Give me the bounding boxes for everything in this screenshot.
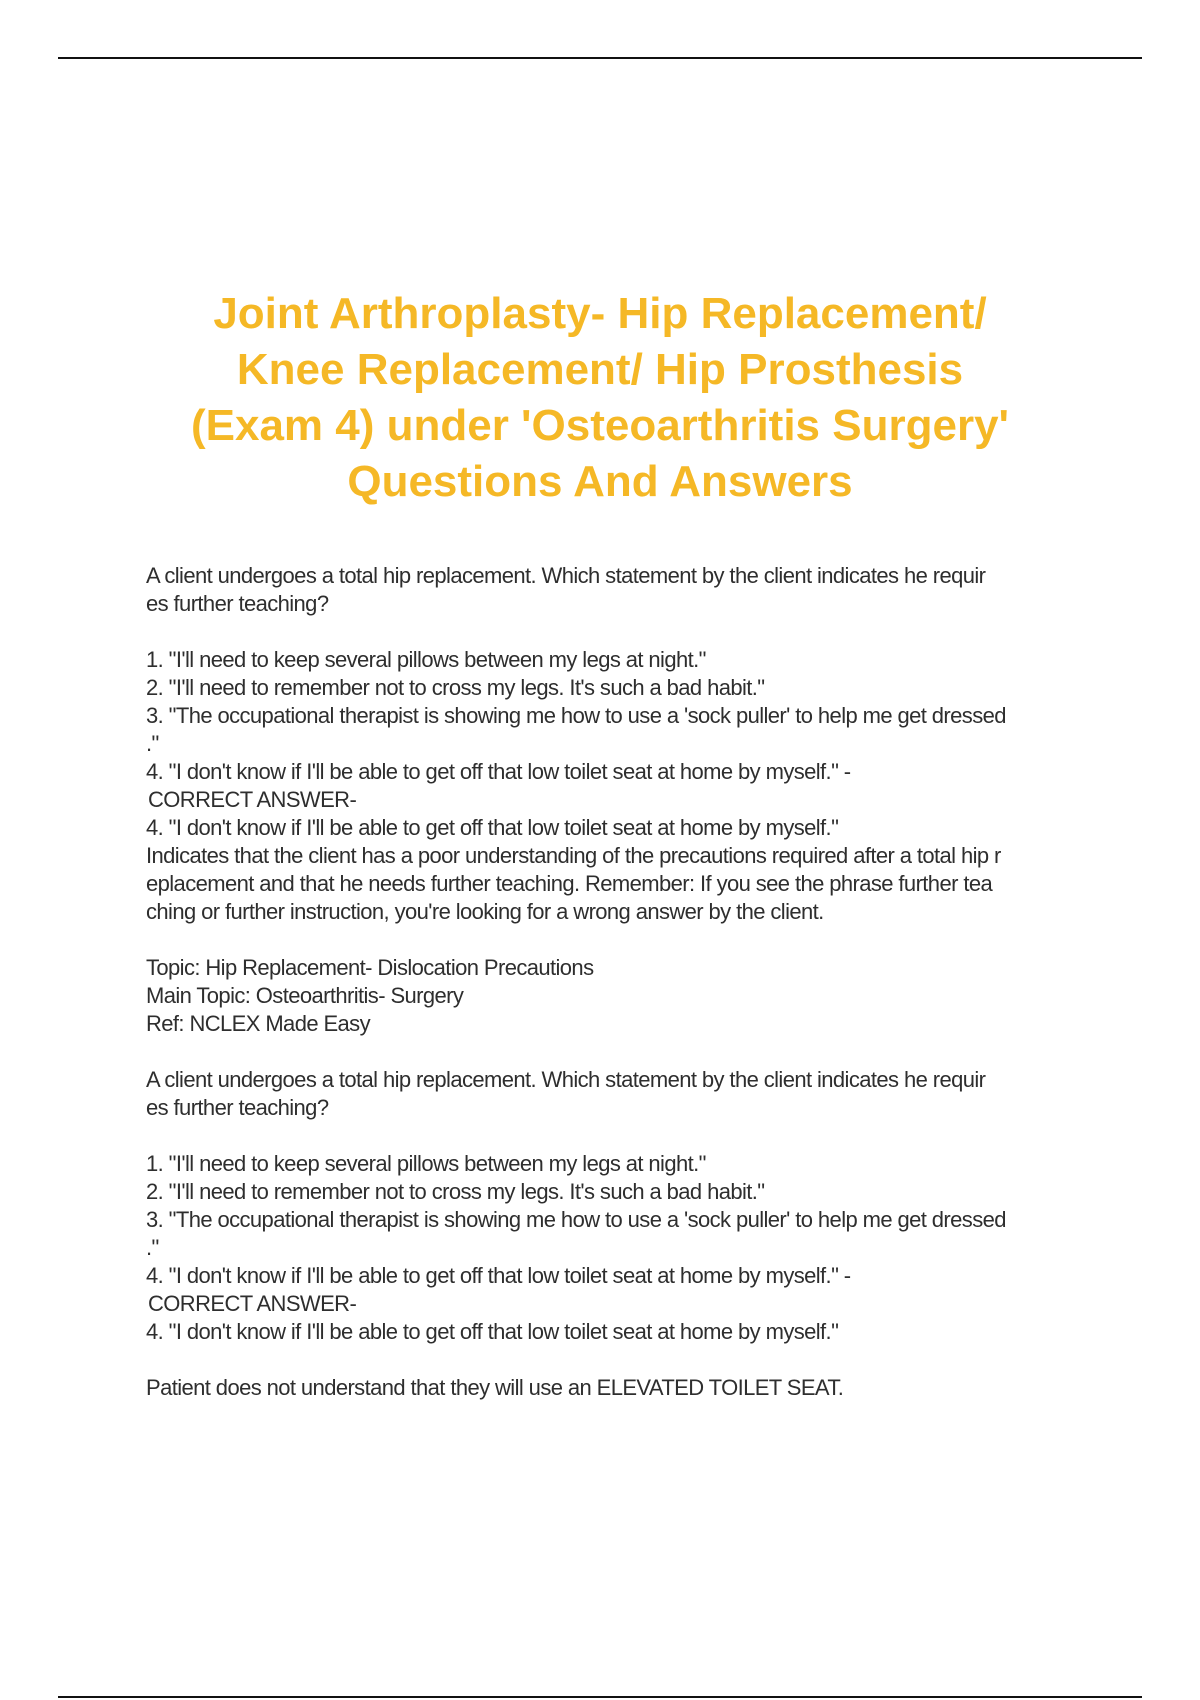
paragraph-gap: [146, 1346, 1096, 1374]
explanation-note: Patient does not understand that they will use an ELEVATED TOILET SEAT.: [146, 1375, 844, 1400]
paragraph-gap: [146, 618, 1096, 646]
title-line-4: Questions And Answers: [347, 457, 853, 506]
answer-option: .": [146, 731, 159, 756]
explanation-line: ching or further instruction, you're looking for a wrong answer by the client.: [146, 899, 824, 924]
title-line-1: Joint Arthroplasty- Hip Replacement/: [213, 289, 987, 338]
title-line-3: (Exam 4) under 'Osteoarthritis Surgery': [190, 401, 1010, 450]
answer-option: 4. "I don't know if I'll be able to get off that low toilet seat at home by myself." -: [146, 759, 851, 784]
answer-option: 3. "The occupational therapist is showing me how to use a 'sock puller' to help me get dressed: [146, 1207, 1006, 1232]
question-text-line: es further teaching?: [146, 591, 329, 616]
question-text-line: A client undergoes a total hip replacement. Which statement by the client indicates he requir: [146, 1067, 986, 1092]
paragraph-gap: [146, 1038, 1096, 1066]
topic-line: Topic: Hip Replacement- Dislocation Precautions: [146, 955, 594, 980]
correct-answer-label: CORRECT ANSWER-: [148, 787, 357, 812]
correct-answer-text: 4. "I don't know if I'll be able to get off that low toilet seat at home by myself.": [146, 815, 839, 840]
answer-option: 1. "I'll need to keep several pillows between my legs at night.": [146, 1151, 706, 1176]
paragraph-gap: [146, 926, 1096, 954]
main-topic-line: Main Topic: Osteoarthritis- Surgery: [146, 983, 464, 1008]
title-line-2: Knee Replacement/ Hip Prosthesis: [236, 345, 964, 394]
answer-option: 3. "The occupational therapist is showing me how to use a 'sock puller' to help me get dressed: [146, 703, 1006, 728]
question-block-2: [146, 1066, 1096, 1402]
header-divider: [58, 57, 1142, 59]
question-text-line: A client undergoes a total hip replacement. Which statement by the client indicates he requir: [146, 563, 986, 588]
paragraph-gap: [146, 1122, 1096, 1150]
answer-option: 1. "I'll need to keep several pillows between my legs at night.": [146, 647, 706, 672]
document-title: [120, 286, 1080, 510]
answer-option: 4. "I don't know if I'll be able to get off that low toilet seat at home by myself." -: [146, 1263, 851, 1288]
correct-answer-label: CORRECT ANSWER-: [148, 1291, 357, 1316]
footer-divider: [58, 1696, 1142, 1698]
explanation-line: Indicates that the client has a poor understanding of the precautions required after a total hip r: [146, 843, 1001, 868]
document-body: [146, 562, 1096, 1402]
answer-option: 2. "I'll need to remember not to cross my legs. It's such a bad habit.": [146, 675, 765, 700]
explanation-line: eplacement and that he needs further teaching. Remember: If you see the phrase further tea: [146, 871, 993, 896]
question-block-1: [146, 562, 1096, 1038]
correct-answer-text: 4. "I don't know if I'll be able to get off that low toilet seat at home by myself.": [146, 1319, 839, 1344]
reference-line: Ref: NCLEX Made Easy: [146, 1011, 370, 1036]
question-text-line: es further teaching?: [146, 1095, 329, 1120]
answer-option: .": [146, 1235, 159, 1260]
answer-option: 2. "I'll need to remember not to cross my legs. It's such a bad habit.": [146, 1179, 765, 1204]
